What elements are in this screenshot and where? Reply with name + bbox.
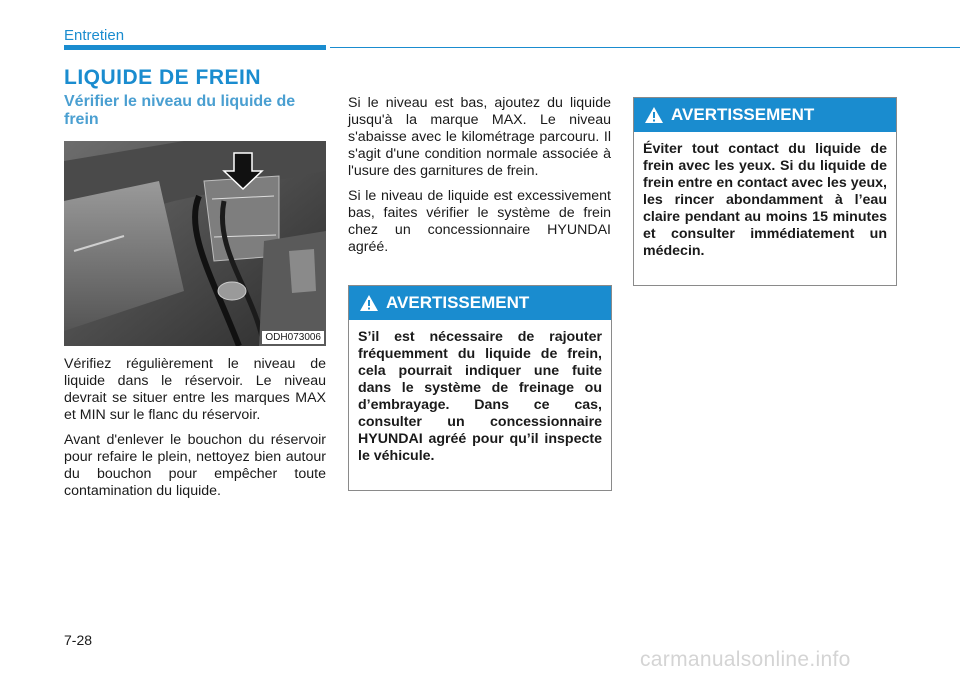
paragraph-clean-cap: Avant d'enlever le bouchon du réservoir pour refaire le plein, nettoyez bien autour du bouchon pour empêcher toute contamination du liquide. bbox=[64, 432, 326, 499]
warning-box-leak bbox=[348, 285, 612, 491]
body-column-middle bbox=[348, 95, 611, 264]
section-subtitle: Vérifier le niveau du liquide de frein bbox=[64, 93, 296, 128]
paragraph-low-level: Si le niveau est bas, ajoutez du liquide jusqu'à la marque MAX. Le niveau s'abaisse avec le kilométrage parcouru. Il s'agit d'une condition normale associée à l'usure des garnitures de frein. bbox=[348, 95, 611, 179]
header-rule-thin bbox=[330, 47, 960, 48]
warning-header bbox=[634, 98, 896, 132]
warning-text: Éviter tout contact du liquide de frein avec les yeux. Si du liquide de frein entre en contact avec les yeux, les rincer abondamment à l’eau claire pendant au moins 15 minutes et consulter immédiatement un médecin. bbox=[643, 141, 887, 259]
warning-header bbox=[349, 286, 611, 320]
warning-box-eyes bbox=[633, 97, 897, 286]
warning-heading: AVERTISSEMENT bbox=[386, 293, 530, 312]
paragraph-very-low-level: Si le niveau de liquide est excessivement bas, faites vérifier le système de frein chez un concessionnaire HYUNDAI agréé. bbox=[348, 188, 611, 255]
engine-bay-photo bbox=[64, 141, 326, 346]
warning-heading: AVERTISSEMENT bbox=[671, 105, 815, 124]
section-label: Entretien bbox=[64, 27, 125, 44]
warning-triangle-icon bbox=[644, 106, 664, 124]
page-title: LIQUIDE DE FREIN bbox=[64, 66, 262, 89]
figure-code: ODH073006 bbox=[262, 331, 324, 344]
page-number: 7-28 bbox=[64, 632, 93, 648]
watermark: carmanualsonline.info bbox=[640, 648, 851, 671]
engine-bay-illustration bbox=[64, 141, 326, 346]
warning-text: S’il est nécessaire de rajouter fréquemment du liquide de frein, cela pourrait indiquer une fuite dans le système de freinage ou d’embrayage. Dans ce cas, consulter un concessionnaire HYUNDAI agréé pour qu’il inspecte le véhicule. bbox=[358, 329, 602, 464]
warning-triangle-icon bbox=[359, 294, 379, 312]
paragraph-check-level: Vérifiez régulièrement le niveau de liquide dans le réservoir. Le niveau devrait se situer entre les marques MAX et MIN sur le flanc du réservoir. bbox=[64, 356, 326, 423]
header-rule-thick bbox=[64, 45, 326, 50]
body-column-left bbox=[64, 356, 326, 508]
